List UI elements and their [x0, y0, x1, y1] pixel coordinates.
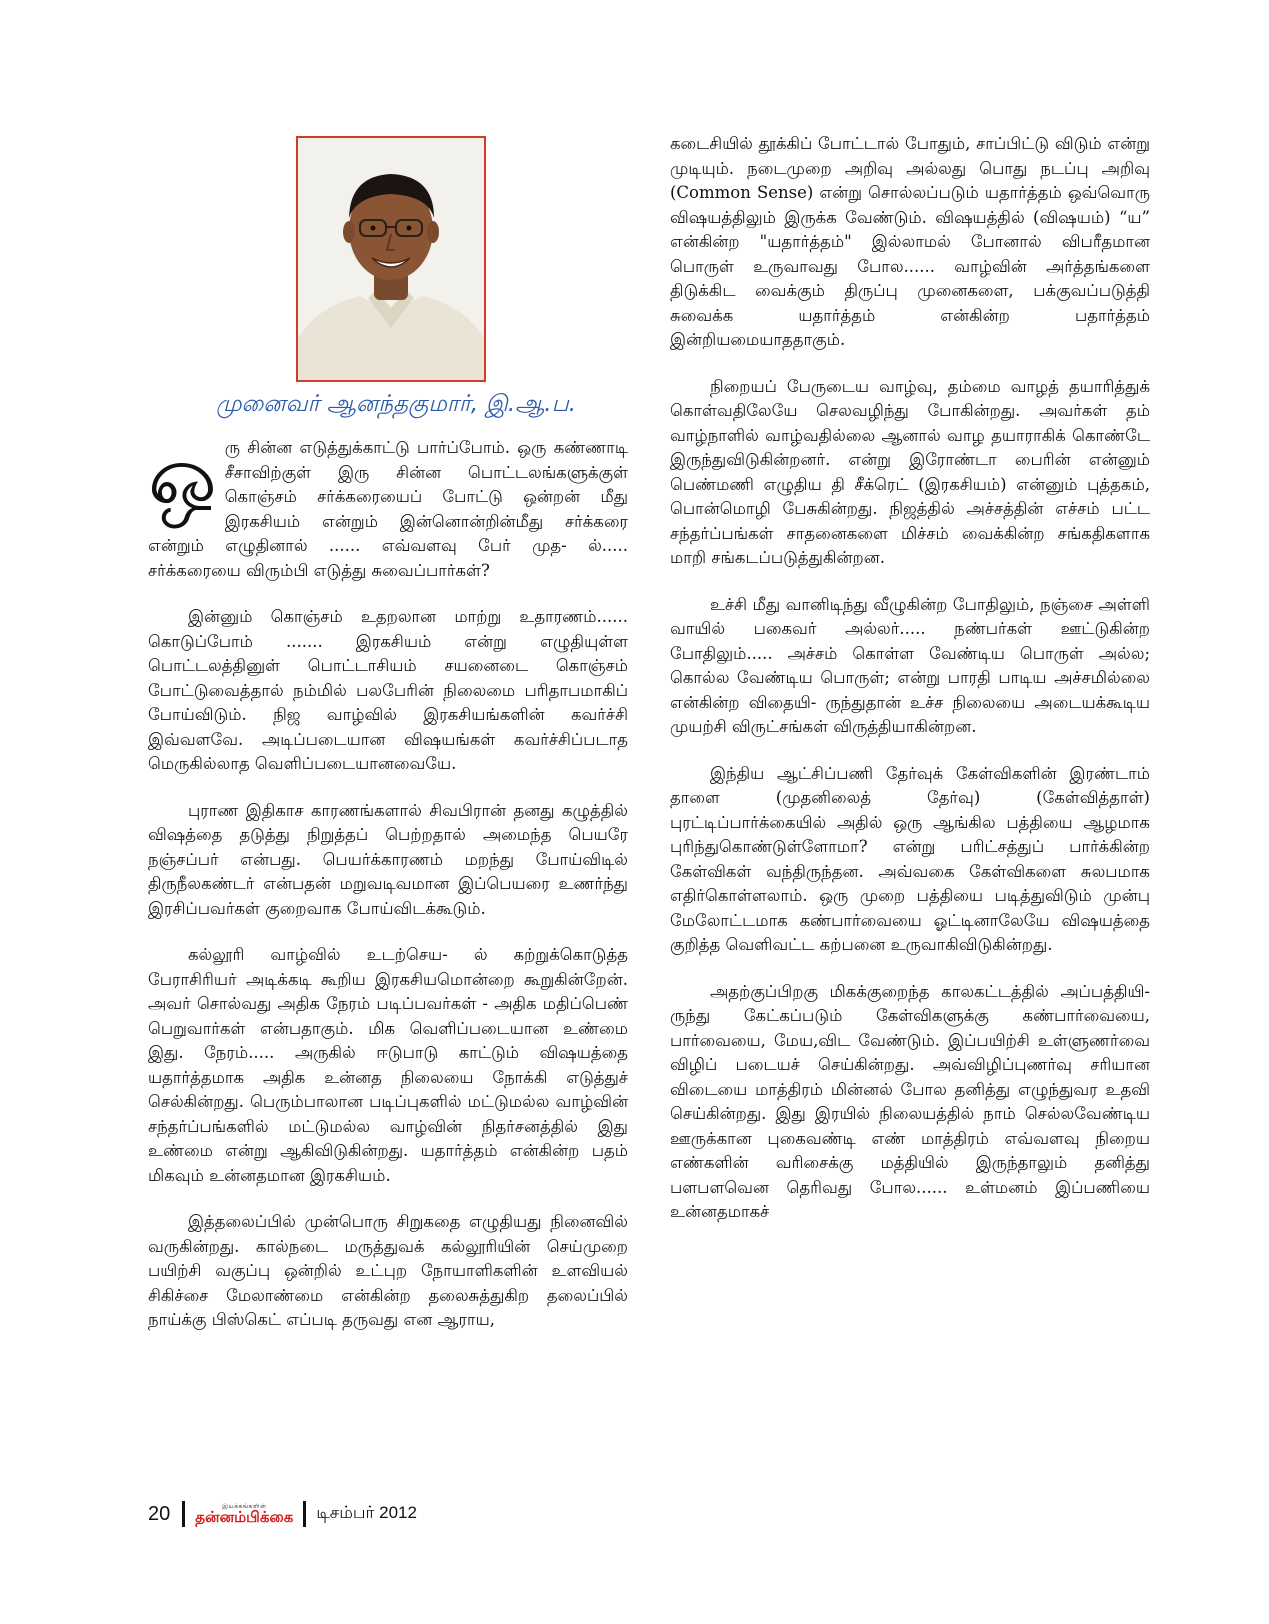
magazine-name: தன்னம்பிக்கை	[195, 1508, 294, 1526]
article-paragraph	[148, 429, 628, 583]
article-paragraph: இத்தலைப்பில் முன்பொரு சிறுகதை எழுதியது நினைவில் வருகின்றது. கால்நடை மருத்துவக் கல்லூரியின் செய்முறை பயிற்சி வகுப்பு ஒன்றில் உட்புற நோயாளிகளின் உளவியல் சிகிச்சை மேலாண்மை என்கின்ற தலைசுத்துகிற தலைப்பில் நாய்க்கு பிஸ்கெட் எப்படி தருவது என ஆராய,	[148, 1212, 628, 1329]
article-paragraph: கடைசியில் தூக்கிப் போட்டால் போதும், சாப்பிட்டு விடும் என்று முடியும். நடைமுறை அறிவு அல்லது பொது நடப்பு அறிவு (Common Sense) என்று சொல்லப்படும் யதார்த்தம் ஒவ்வொரு விஷயத்திலும் இருக்க வேண்டும். விஷயத்தில் (விஷயம்) “ய” என்கின்ற "யதார்த்தம்" இல்லாமல் போனால் விபரீதமான பொருள் உருவாவது போல...... வாழ்வின் அர்த்தங்களை திடுக்கிட வைக்கும் திருப்பு முனைகளை, பக்குவப்படுத்தி சுவைக்க யதார்த்தம் என்கின்ற பதார்த்தம் இன்றியமையாததாகும்.	[670, 134, 1150, 349]
left-column	[148, 429, 628, 1355]
article-paragraph: புராண இதிகாச காரணங்களால் சிவபிரான் தனது கழுத்தில் விஷத்தை தடுத்து நிறுத்தப் பெற்றதால் அமைந்த பெயரே நஞ்சப்பர் என்பது. பெயர்க்காரணம் மறந்து போய்விடில் திருநீலகண்டர் என்பதன் மறுவடிவமான இப்பெயரை உணர்ந்து இரசிப்பவர்கள் குறைவாக போய்விடக்கூடும்.	[148, 800, 628, 918]
magazine-tagline: இயக்கங்களின்	[222, 1503, 267, 1510]
article-paragraph: உச்சி மீது வானிடிந்து வீழுகின்ற போதிலும், நஞ்சை அள்ளி வாயில் பகைவர் அல்லர்..... நண்பர்கள் ஊட்டுகின்ற போதிலும்..... அச்சம் கொள்ள வேண்டிய பொருள் அல்ல; கொல்ல வேண்டிய பொருள்; என்று பாரதி பாடிய அச்சமில்லை என்கின்ற விதையி- ருந்துதான் உச்ச நிலையை அடையக்கூடிய முயற்சி விருட்சங்கள் விருத்தியாகின்றன.	[670, 594, 1150, 736]
article-paragraph: கல்லூரி வாழ்வில் உடற்செய- ல் கற்றுக்கொடுத்த பேராசிரியர் அடிக்கடி கூறிய இரகசியமொன்றை கூறுகின்றேன். அவர் சொல்வது அதிக நேரம் படிப்பவர்கள் - அதிக மதிப்பெண் பெறுவார்கள் என்பதாகும். மிக வெளிப்படையான உண்மை இது. நேரம்..... அருகில் ஈடுபாடு காட்டும் விஷயத்தை யதார்த்தமாக அதிக உன்னத நிலையை நோக்கி எடுத்துச் செல்கின்றது. பெரும்பாலான படிப்புகளில் மட்டுமல்ல வாழ்வின் சந்தர்ப்பங்களில் மட்டுமல்ல வாழ்வின் நிதர்சனத்தில் இது உண்மை என்று ஆகிவிடுகின்றது. யதார்த்தம் என்கின்ற பதம் மிகவும் உன்னதமான இரகசியம்.	[148, 945, 628, 1185]
author-name: முனைவர் ஆனந்தகுமார், இ.ஆ.ப.	[215, 391, 577, 417]
page-footer	[148, 1499, 417, 1529]
drop-cap: ஒ	[148, 429, 217, 524]
footer-divider	[303, 1501, 306, 1527]
article-paragraph: அதற்குப்பிறகு மிகக்குறைந்த காலகட்டத்தில் அப்பத்தியி- ருந்து கேட்கப்படும் கேள்விகளுக்கு கண்பார்வையை, பார்வையை, மேய,விட வேண்டும். இப்பயிற்சி உள்ளுணர்வை விழிப் படையச் செய்கின்றது. அவ்விழிப்புணர்வு சரியான விடையை மாத்திரம் மின்னல் போல தனித்து எழுந்துவர உதவி செய்கின்றது. இது இரயில் நிலையத்தில் நாம் செல்லவேண்டிய ஊருக்கான புகைவண்டி எண் மாத்திரம் எவ்வளவு நிறைய எண்களின் வரிசைக்கு மத்தியில் இருந்தாலும் தனித்து பளபளவென தெரிவது போல...... உள்மனம் இப்பணியை உன்னதமாகச்	[670, 981, 1150, 1221]
issue-date: டிசம்பர் 2012	[316, 1503, 417, 1522]
magazine-logo	[195, 1504, 293, 1525]
author-photo	[296, 136, 486, 382]
right-column	[670, 132, 1150, 1247]
article-paragraph: இன்னும் கொஞ்சம் உதறலான மாற்று உதாரணம்...... கொடுப்போம் ....... இரகசியம் என்று எழுதியுள்ள பொட்டலத்தினுள் பொட்டாசியம் சயனைடை கொஞ்சம் போட்டுவைத்தால் நம்மில் பலபேரின் நிலைமை பரிதாபமாகிப் போய்விடும். நிஜ வாழ்வில் இரகசியங்களின் கவர்ச்சி இவ்வளவே. அடிப்படையான விஷயங்கள் கவர்ச்சிப்படாத மெருகில்லாத வெளிப்படையானவையே.	[148, 607, 628, 773]
footer-divider	[182, 1501, 185, 1527]
article-paragraph: இந்திய ஆட்சிப்பணி தேர்வுக் கேள்விகளின் இரண்டாம் தாளை (முதனிலைத் தேர்வு) (கேள்வித்தாள்) புரட்டிப்பார்க்கையில் அதில் ஒரு ஆங்கில பத்தியை ஆழமாக புரிந்துகொண்டுள்ளோமா? என்று பரிட்சத்துப் பார்க்கின்ற கேள்விகள் வந்திருந்தன. அவ்வகை கேள்விகளை சுலபமாக எதிர்கொள்ளலாம். ஒரு முறை பத்தியை படித்துவிடும் முன்பு மேலோட்டமாக கண்பார்வையை ஓட்டினாலேயே விஷயத்தை குறித்த வெளிவட்ட கற்பனை உருவாகிவிடுகின்றது.	[670, 763, 1150, 954]
page-number: 20	[148, 1502, 171, 1525]
article-paragraph: நிறையப் பேருடைய வாழ்வு, தம்மை வாழத் தயாரித்துக் கொள்வதிலேயே செலவழிந்து போகின்றது. அவர்கள் தம் வாழ்நாளில் வாழ்வதில்லை ஆனால் வாழ தயாராகிக் கொண்டே இருந்துவிடுகின்றனர். என்று இரோண்டா பைரின் என்னும் பெண்மணி எழுதிய தி சீக்ரெட் (இரகசியம்) என்னும் புத்தகம், பொன்மொழி பேசுகின்றது. நிஜத்தில் அச்சத்தின் எச்சம் பட்ட சந்தர்ப்பங்கள் சாதனைகளை மிச்சம் வைக்கின்ற சங்கதிகளாக மாறி சங்கடப்படுத்துகின்றன.	[670, 376, 1150, 567]
paragraph-text: ரு சின்ன எடுத்துக்காட்டு பார்ப்போம். ஒரு கண்ணாடி சீசாவிற்குள் இரு சின்ன பொட்டலங்களுக்குள் கொஞ்சம் சர்க்கரையைப் போட்டு ஒன்றன் மீது இரகசியம் என்றும் இன்னொன்றின்மீது சர்க்கரை என்றும் எழுதினால் ...... எவ்வளவு பேர் முத- ல்..... சர்க்கரையை விரும்பி எடுத்து சுவைப்பார்கள்?	[148, 438, 628, 580]
